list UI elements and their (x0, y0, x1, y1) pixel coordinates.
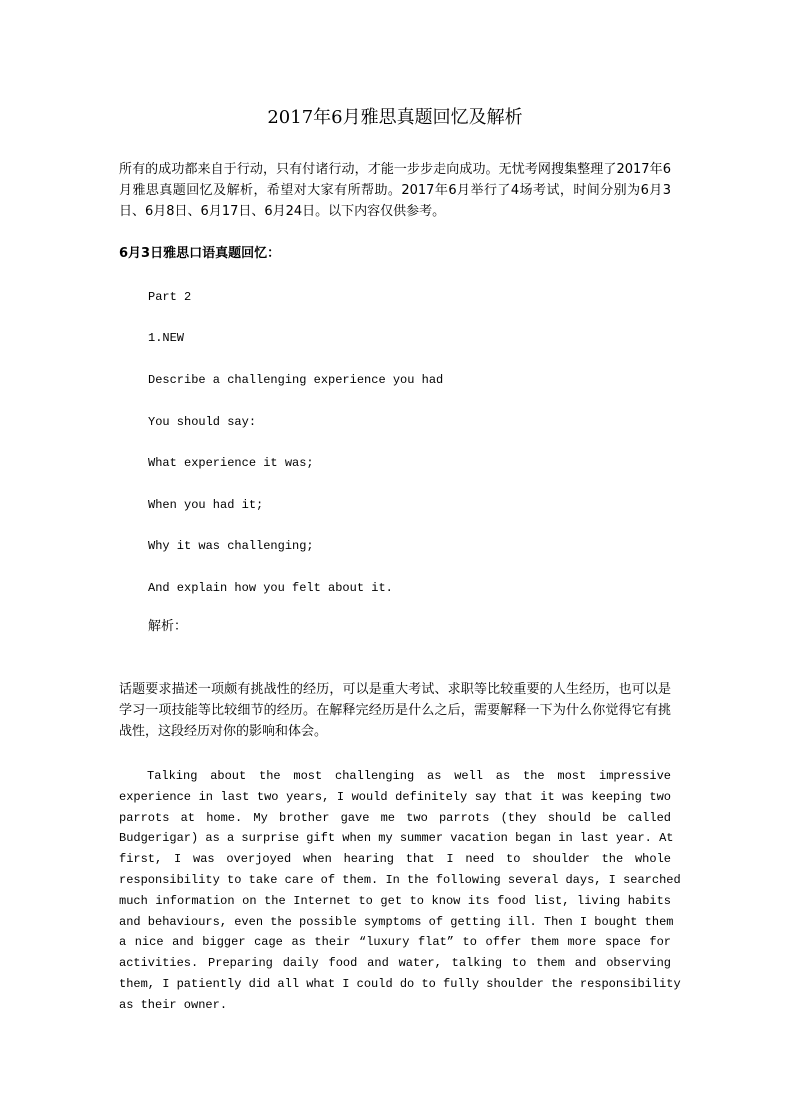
intro-paragraph: 所有的成功都来自于行动，只有付诸行动，才能一步步走向成功。无忧考网搜集整理了2017年6月雅思真题回忆及解析，希望对大家有所帮助。2017年6月举行了4场考试，时间分别为6月3日、6月8日、6月17日、6月24日。以下内容仅供参考。 (119, 162, 671, 219)
sample-answer-line: parrots at home. My brother gave me two parrots (they should be called (119, 810, 671, 825)
sample-answer-line: as their owner. (119, 997, 228, 1012)
sample-answer-line: Talking about the most challenging as well as the most impressive (147, 769, 671, 783)
should-say-line: You should say: (148, 415, 257, 429)
sample-answer-line: first, I was overjoyed when hearing that I need to shoulder the whole (119, 852, 671, 867)
part-label: Part 2 (148, 290, 192, 304)
document-title: 2017年6月雅思真题回忆及解析 (267, 107, 523, 128)
sample-answer-line: much information on the Internet to get to know its food list, living habits (119, 893, 671, 908)
sample-answer-line: them, I patiently did all what I could do to fully shoulder the responsibility (119, 976, 681, 991)
item-label: 1.NEW (148, 331, 185, 345)
sample-answer-line: Budgerigar) as a surprise gift when my summer vacation began in last year. At (119, 831, 674, 846)
analysis-label: 解析： (148, 619, 188, 634)
sample-answer-line: activities. Preparing daily food and water, talking to them and observing (119, 956, 671, 971)
prompt-point: What experience it was; (148, 456, 314, 470)
prompt-point: And explain how you felt about it. (148, 581, 393, 595)
sample-answer (119, 766, 681, 1016)
sample-answer-line: and behaviours, even the possible symptoms of getting ill. Then I bought them (119, 914, 674, 929)
commentary-paragraph: 话题要求描述一项颇有挑战性的经历，可以是重大考试、求职等比较重要的人生经历，也可以是学习一项技能等比较细节的经历。在解释完经历是什么之后，需要解释一下为什么你觉得它有挑战性，这段经历对你的影响和体会。 (119, 682, 671, 739)
section-heading: 6月3日雅思口语真题回忆： (119, 246, 281, 261)
prompt-point: When you had it; (148, 498, 264, 512)
sample-answer-line: a nice and bigger cage as their “luxury flat” to offer them more space for (119, 935, 671, 950)
topic-prompt: Describe a challenging experience you had (148, 373, 444, 387)
sample-answer-line: experience in last two years, I would definitely say that it was keeping two (119, 789, 671, 804)
sample-answer-line: responsibility to take care of them. In the following several days, I searched (119, 872, 681, 887)
prompt-point: Why it was challenging; (148, 539, 314, 553)
